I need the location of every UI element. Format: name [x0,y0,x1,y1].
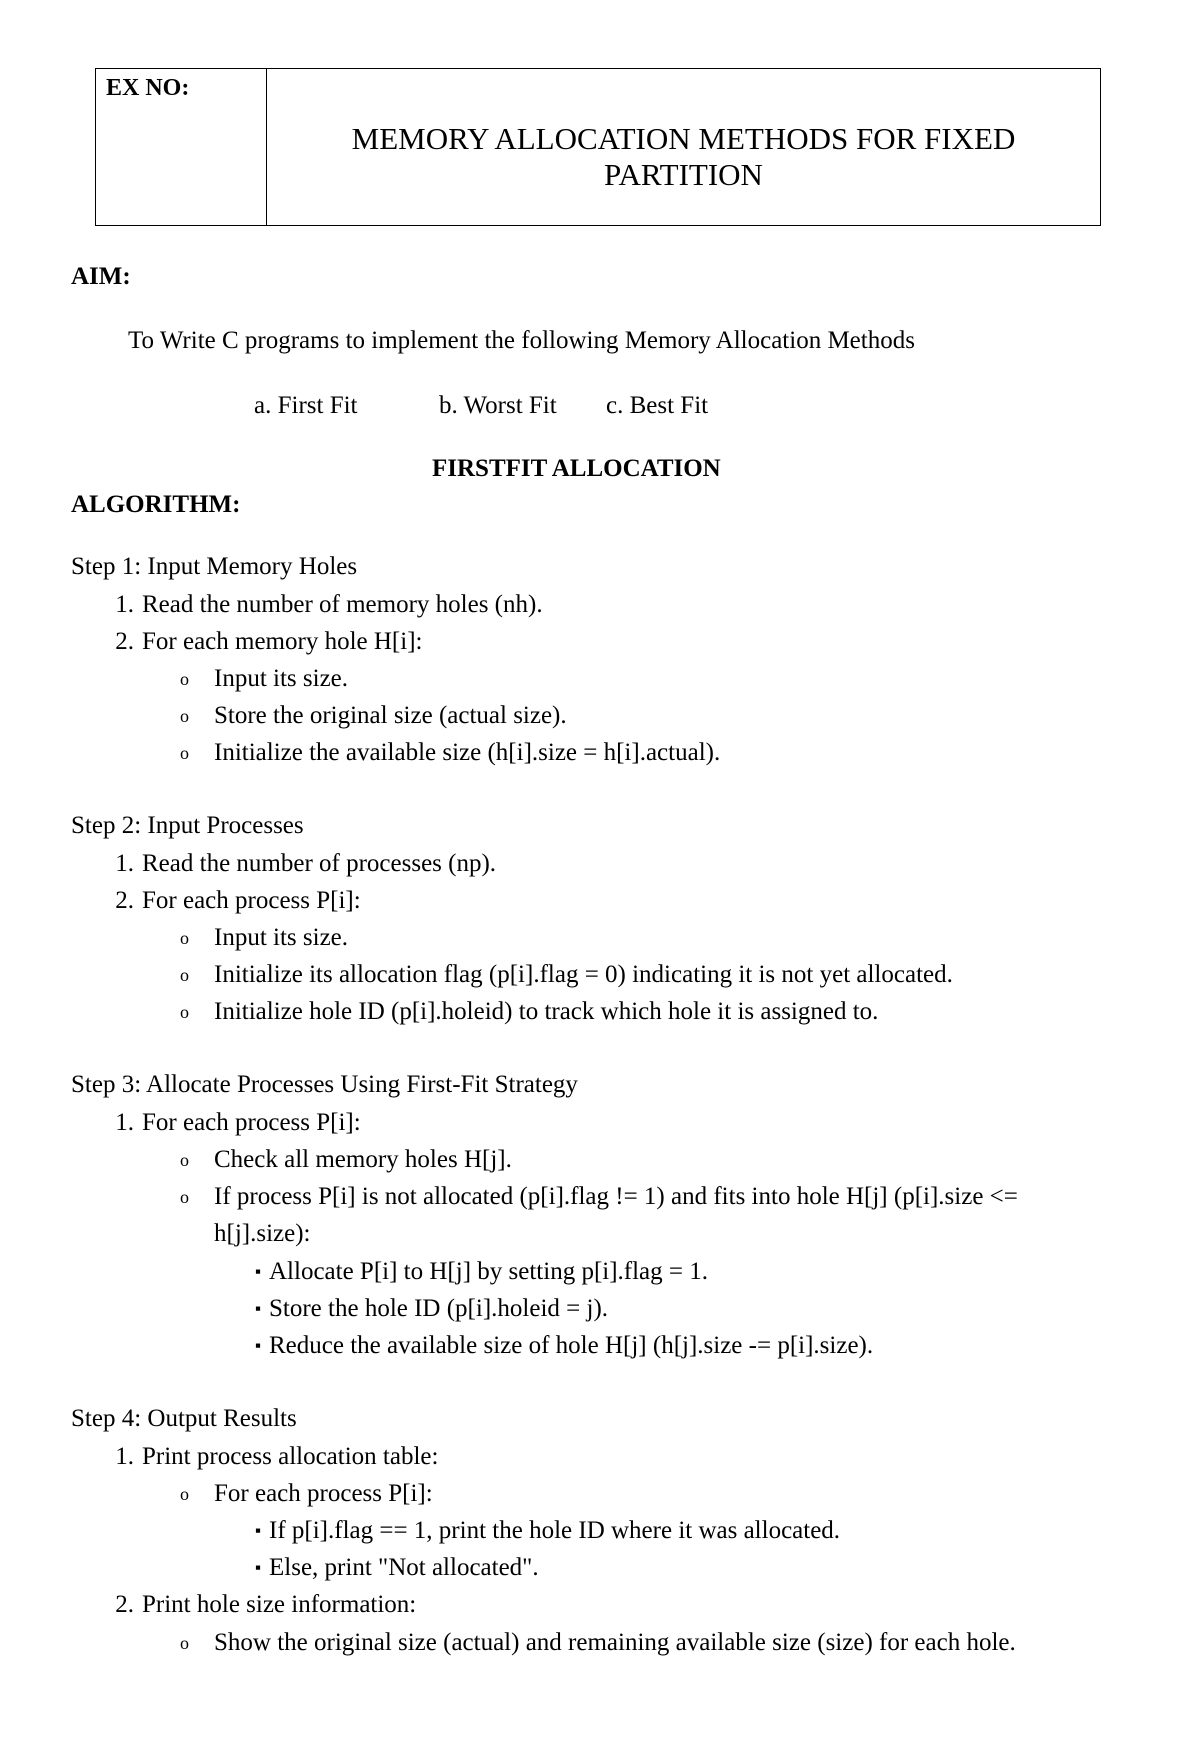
circle-bullet-icon: o [180,1002,189,1022]
step-2-title: Step 2: Input Processes [71,812,304,839]
list-item-text: Else, print "Not allocated". [269,1554,539,1581]
square-bullet-icon: ▪ [255,1299,262,1318]
list-item-text: If p[i].flag == 1, print the hole ID where it was allocated. [269,1517,841,1544]
list-item-text: Print hole size information: [142,1591,417,1618]
square-bullet-icon: ▪ [255,1262,262,1281]
circle-bullet-icon: o [180,669,189,689]
list-item-text: Store the original size (actual size). [214,702,567,729]
document-title [267,69,1101,226]
method-first-fit: a. First Fit [254,392,358,419]
ex-no-label: EX NO: [96,69,267,226]
list-number: 1. [115,591,134,618]
method-worst-fit: b. Worst Fit [439,392,557,419]
step-1-title: Step 1: Input Memory Holes [71,553,358,580]
list-number: 1. [115,1109,134,1136]
list-item-text: Reduce the available size of hole H[j] (h[j].size -= p[i].size). [269,1332,874,1359]
algorithm-heading: ALGORITHM: [71,491,241,518]
square-bullet-icon: ▪ [255,1336,262,1355]
circle-bullet-icon: o [180,743,189,763]
list-item-text: For each process P[i]: [214,1480,433,1507]
title-line-1: MEMORY ALLOCATION METHODS FOR FIXED [351,121,1016,156]
header-table [95,68,1101,226]
step-3-title: Step 3: Allocate Processes Using First-Fit Strategy [71,1071,578,1098]
list-item-text: Read the number of memory holes (nh). [142,591,543,618]
step-4-title: Step 4: Output Results [71,1405,297,1432]
title-line-2: PARTITION [604,157,763,192]
circle-bullet-icon: o [180,1187,189,1207]
list-item-text: For each memory hole H[i]: [142,628,423,655]
square-bullet-icon: ▪ [255,1521,262,1540]
list-item-text: Allocate P[i] to H[j] by setting p[i].flag = 1. [269,1258,709,1285]
list-item-text: Initialize the available size (h[i].size = h[i].actual). [214,739,721,766]
list-number: 2. [115,628,134,655]
circle-bullet-icon: o [180,965,189,985]
list-item-text: Check all memory holes H[j]. [214,1146,512,1173]
list-item-text: Initialize hole ID (p[i].holeid) to track which hole it is assigned to. [214,998,879,1025]
aim-heading: AIM: [71,263,131,290]
list-item-text: Print process allocation table: [142,1443,439,1470]
list-item-text: For each process P[i]: [142,1109,361,1136]
aim-text: To Write C programs to implement the following Memory Allocation Methods [128,327,915,354]
square-bullet-icon: ▪ [255,1558,262,1577]
list-item-text: Show the original size (actual) and remaining available size (size) for each hole. [214,1629,1016,1656]
list-item-text: If process P[i] is not allocated (p[i].flag != 1) and fits into hole H[j] (p[i].size <= [214,1183,1018,1210]
list-number: 1. [115,1443,134,1470]
list-item-text: Read the number of processes (np). [142,850,497,877]
list-number: 2. [115,1591,134,1618]
circle-bullet-icon: o [180,706,189,726]
list-number: 2. [115,887,134,914]
list-item-continuation: h[j].size): [214,1220,311,1247]
method-best-fit: c. Best Fit [606,392,709,419]
list-item-text: Store the hole ID (p[i].holeid = j). [269,1295,609,1322]
list-item-text: Input its size. [214,665,349,692]
section-title: FIRSTFIT ALLOCATION [432,455,721,482]
circle-bullet-icon: o [180,928,189,948]
circle-bullet-icon: o [180,1150,189,1170]
circle-bullet-icon: o [180,1633,189,1653]
list-item-text: Initialize its allocation flag (p[i].flag = 0) indicating it is not yet allocated. [214,961,953,988]
list-number: 1. [115,850,134,877]
list-item-text: Input its size. [214,924,349,951]
list-item-text: For each process P[i]: [142,887,361,914]
circle-bullet-icon: o [180,1484,189,1504]
